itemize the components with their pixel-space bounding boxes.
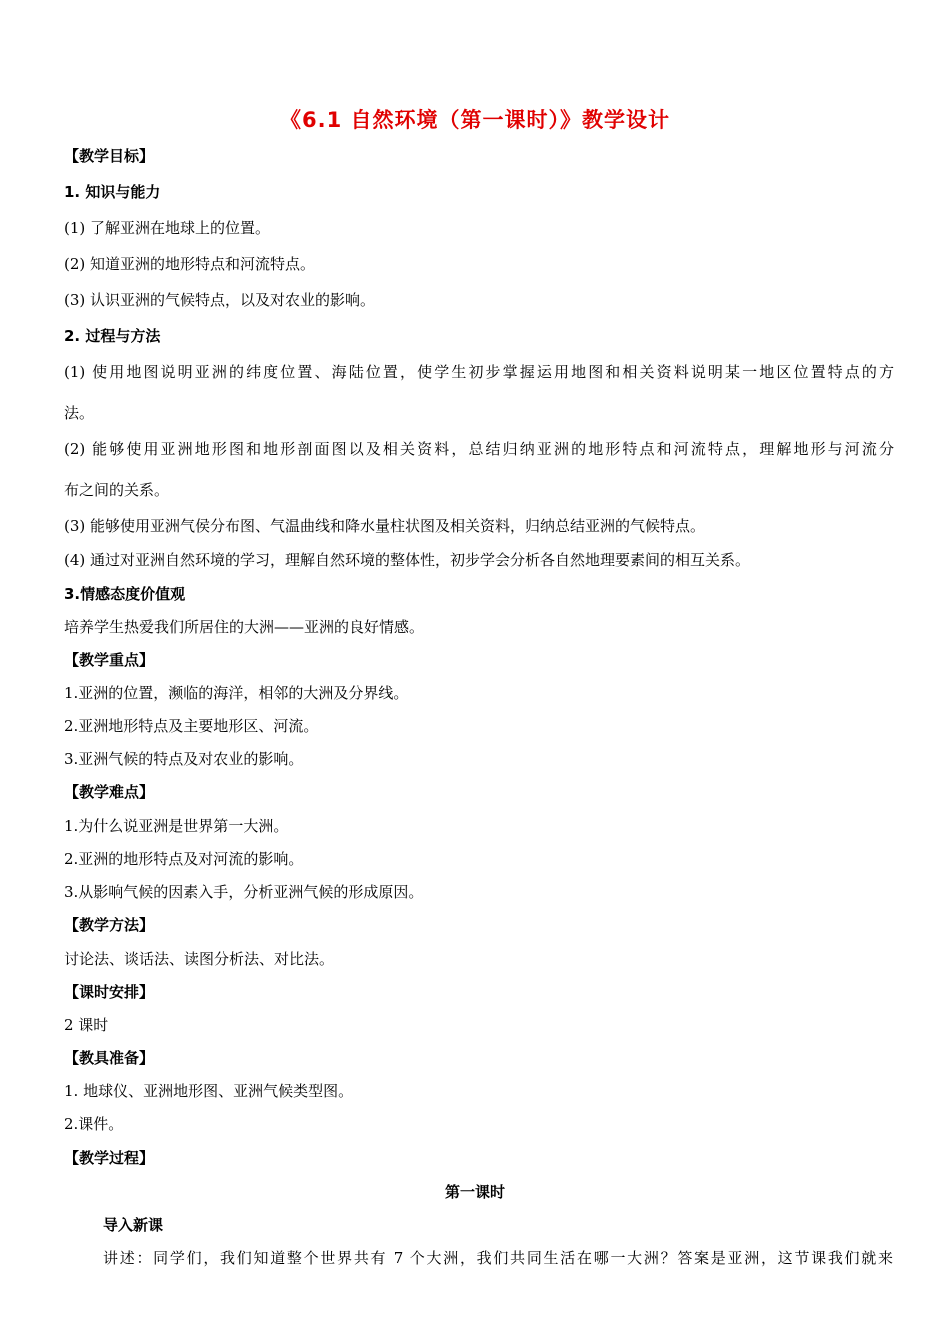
text-line: (3) 认识亚洲的气候特点，以及对农业的影响。	[64, 291, 376, 309]
subheading-knowledge: 1. 知识与能力	[64, 183, 161, 201]
text-line: 3.亚洲气候的特点及对农业的影响。	[64, 750, 304, 768]
text-line: (3) 能够使用亚洲气侯分布图、气温曲线和降水量柱状图及相关资料，归纳总结亚洲的气候特点。	[64, 517, 706, 535]
text-line: (2) 知道亚洲的地形特点和河流特点。	[64, 255, 316, 273]
section-heading-difficulties: 【教学难点】	[64, 783, 155, 801]
subheading-process: 2. 过程与方法	[64, 327, 161, 345]
text-line: 1.亚洲的位置，濒临的海洋，相邻的大洲及分界线。	[64, 684, 409, 702]
lesson-heading: 第一课时	[444, 1183, 505, 1201]
text-line: (1) 了解亚洲在地球上的位置。	[64, 219, 271, 237]
text-line: (4) 通过对亚洲自然环境的学习，理解自然环境的整体性，初步学会分析各自然地理要素间的相互关系。	[64, 551, 751, 569]
subheading-attitude: 3.情感态度价值观	[64, 585, 186, 603]
text-line: 2.亚洲地形特点及主要地形区、河流。	[64, 717, 319, 735]
text-line: 3.从影响气候的因素入手，分析亚洲气候的形成原因。	[64, 883, 424, 901]
text-line: 培养学生热爱我们所居住的大洲——亚洲的良好情感。	[64, 618, 425, 636]
text-line: 布之间的关系。	[64, 481, 170, 499]
section-heading-methods: 【教学方法】	[64, 916, 155, 934]
text-line: 法。	[64, 404, 95, 422]
text-line: (1) 使用地图说明亚洲的纬度位置、海陆位置，使学生初步掌握运用地图和相关资料说明某一地区位置特点的方	[64, 363, 894, 381]
section-heading-process: 【教学过程】	[64, 1149, 155, 1167]
text-line: 2 课时	[64, 1016, 109, 1034]
section-heading-schedule: 【课时安排】	[64, 983, 155, 1001]
text-line: (2) 能够使用亚洲地形图和地形剖面图以及相关资料，总结归纳亚洲的地形特点和河流特点，理解地形与河流分	[64, 440, 894, 458]
text-line: 1.为什么说亚洲是世界第一大洲。	[64, 817, 289, 835]
text-line: 2.课件。	[64, 1115, 124, 1133]
text-line: 讨论法、谈话法、读图分析法、对比法。	[64, 950, 335, 968]
text-line: 2.亚洲的地形特点及对河流的影响。	[64, 850, 304, 868]
text-line: 讲述：同学们，我们知道整个世界共有 7 个大洲，我们共同生活在哪一大洲？答案是亚洲，这节课我们就来	[103, 1249, 893, 1267]
section-heading-objectives: 【教学目标】	[64, 147, 155, 165]
section-heading-key-points: 【教学重点】	[64, 651, 155, 669]
text-line: 1. 地球仪、亚洲地形图、亚洲气候类型图。	[64, 1082, 354, 1100]
subheading-intro: 导入新课	[103, 1216, 164, 1234]
section-heading-materials: 【教具准备】	[64, 1049, 155, 1067]
document-title: 《6.1 自然环境（第一课时）》教学设计	[279, 108, 670, 132]
